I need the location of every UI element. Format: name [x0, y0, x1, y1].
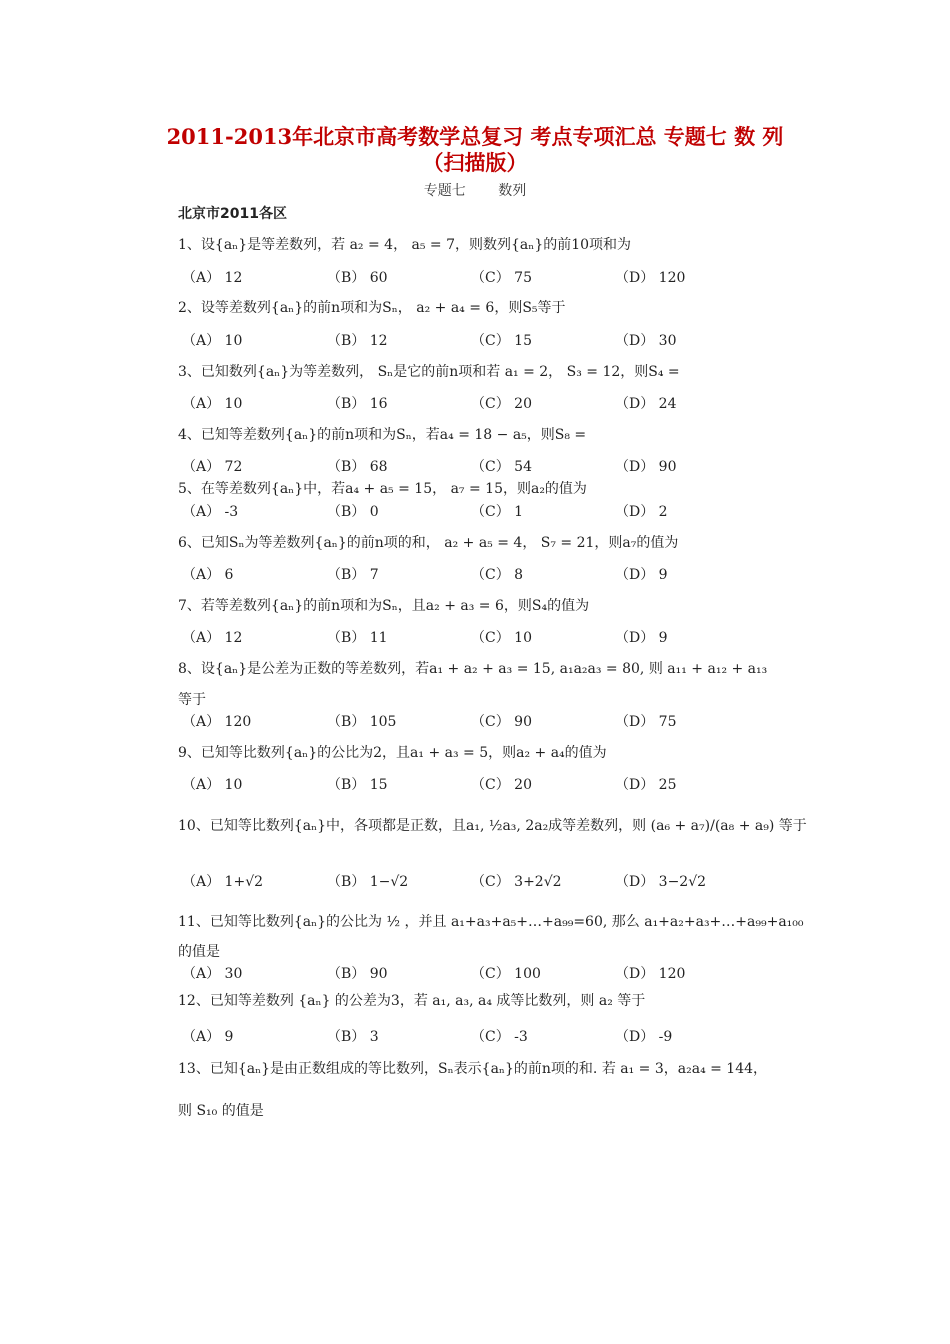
question-3-option-b: （B） 16 [327, 396, 388, 412]
question-8-option-c: （C） 90 [471, 714, 532, 730]
question-4-stem: 4、已知等差数列{aₙ}的前n项和为Sₙ，若a₄ = 18 − a₅，则S₈ = [178, 427, 587, 443]
question-6-option-a: （A） 6 [182, 567, 234, 583]
question-7-stem: 7、若等差数列{aₙ}的前n项和为Sₙ，且a₂ + a₃ = 6，则S₄的值为 [178, 598, 590, 614]
question-2-option-d: （D） 30 [615, 333, 677, 349]
question-5-option-c: （C） 1 [471, 504, 524, 520]
question-5-option-a: （A） -3 [182, 504, 239, 520]
question-6-stem: 6、已知Sₙ为等差数列{aₙ}的前n项的和， a₂ + a₅ = 4， S₇ = 21，则a₇的值为 [178, 535, 679, 551]
question-7-option-d: （D） 9 [615, 630, 668, 646]
question-9-option-d: （D） 25 [615, 777, 677, 793]
section-topic: 专题七 [423, 183, 466, 199]
question-9-option-b: （B） 15 [327, 777, 388, 793]
question-7-option-a: （A） 12 [182, 630, 243, 646]
question-1-stem: 1、设{aₙ}是等差数列，若 a₂ = 4， a₅ = 7，则数列{aₙ}的前10项和为 [178, 237, 632, 253]
question-10-option-c: （C） 3+2√2 [471, 874, 562, 890]
question-4-option-d: （D） 90 [615, 459, 677, 475]
question-7-option-b: （B） 11 [327, 630, 388, 646]
question-10-option-a: （A） 1+√2 [182, 874, 264, 890]
question-8-option-b: （B） 105 [327, 714, 397, 730]
question-12-stem: 12、已知等差数列 {aₙ} 的公差为3，若 a₁, a₃, a₄ 成等比数列，则 a₂ 等于 [178, 993, 646, 1009]
question-6-option-b: （B） 7 [327, 567, 379, 583]
question-3-option-c: （C） 20 [471, 396, 532, 412]
question-11-option-b: （B） 90 [327, 966, 388, 982]
question-12-option-d: （D） -9 [615, 1029, 673, 1045]
question-5-option-d: （D） 2 [615, 504, 668, 520]
question-4-option-b: （B） 68 [327, 459, 388, 475]
region-label: 北京市2011各区 [178, 206, 287, 222]
question-12-option-b: （B） 3 [327, 1029, 379, 1045]
question-8-option-a: （A） 120 [182, 714, 252, 730]
question-3-option-d: （D） 24 [615, 396, 677, 412]
question-5-stem: 5、在等差数列{aₙ}中，若a₄ + a₅ = 15， a₇ = 15，则a₂的值为 [178, 481, 587, 497]
question-10-stem: 10、已知等比数列{aₙ}中，各项都是正数，且a₁, ½a₃, 2a₂成等差数列，则 (a₆ + a₇)/(a₈ + a₉) 等于 [178, 818, 807, 834]
question-13-stem: 13、已知{aₙ}是由正数组成的等比数列，Sₙ表示{aₙ}的前n项的和. 若 a₁ = 3，a₂a₄ = 144， [178, 1061, 768, 1077]
question-2-option-b: （B） 12 [327, 333, 388, 349]
question-8-stem: 8、设{aₙ}是公差为正数的等差数列，若a₁ + a₂ + a₃ = 15, a₁a₂a₃ = 80, 则 a₁₁ + a₁₂ + a₁₃ [178, 661, 768, 677]
question-8-option-d: （D） 75 [615, 714, 677, 730]
question-8-stem-continued: 等于 [178, 692, 206, 708]
question-9-stem: 9、已知等比数列{aₙ}的公比为2，且a₁ + a₃ = 5，则a₂ + a₄的值为 [178, 745, 607, 761]
question-11-stem: 11、已知等比数列{aₙ}的公比为 ½ ，并且 a₁+a₃+a₅+…+a₉₉=60, 那么 a₁+a₂+a₃+…+a₉₉+a₁₀₀ [178, 914, 804, 930]
question-9-option-a: （A） 10 [182, 777, 243, 793]
question-10-option-b: （B） 1−√2 [327, 874, 409, 890]
section-heading [0, 180, 950, 200]
section-name: 数列 [498, 183, 527, 199]
question-1-option-a: （A） 12 [182, 270, 243, 286]
title-line-1: 2011-2013年北京市高考数学总复习 考点专项汇总 专题七 数 列 [166, 124, 784, 149]
question-1-option-b: （B） 60 [327, 270, 388, 286]
question-2-option-c: （C） 15 [471, 333, 532, 349]
question-4-option-a: （A） 72 [182, 459, 243, 475]
question-13-stem-continued: 则 S₁₀ 的值是 [178, 1103, 264, 1119]
question-4-option-c: （C） 54 [471, 459, 532, 475]
question-11-option-c: （C） 100 [471, 966, 541, 982]
question-5-option-b: （B） 0 [327, 504, 379, 520]
question-11-stem-continued: 的值是 [178, 944, 220, 960]
question-12-option-c: （C） -3 [471, 1029, 528, 1045]
document-title [0, 124, 950, 176]
question-11-option-a: （A） 30 [182, 966, 243, 982]
question-1-option-c: （C） 75 [471, 270, 532, 286]
title-line-2: （扫描版） [422, 150, 528, 175]
question-11-option-d: （D） 120 [615, 966, 686, 982]
question-6-option-d: （D） 9 [615, 567, 668, 583]
question-1-option-d: （D） 120 [615, 270, 686, 286]
question-3-stem: 3、已知数列{aₙ}为等差数列， Sₙ是它的前n项和若 a₁ = 2， S₃ = 12，则S₄ = [178, 364, 680, 380]
question-3-option-a: （A） 10 [182, 396, 243, 412]
question-7-option-c: （C） 10 [471, 630, 532, 646]
question-2-stem: 2、设等差数列{aₙ}的前n项和为Sₙ， a₂ + a₄ = 6，则S₅等于 [178, 300, 566, 316]
question-9-option-c: （C） 20 [471, 777, 532, 793]
question-2-option-a: （A） 10 [182, 333, 243, 349]
question-6-option-c: （C） 8 [471, 567, 524, 583]
question-10-option-d: （D） 3−2√2 [615, 874, 707, 890]
question-12-option-a: （A） 9 [182, 1029, 234, 1045]
